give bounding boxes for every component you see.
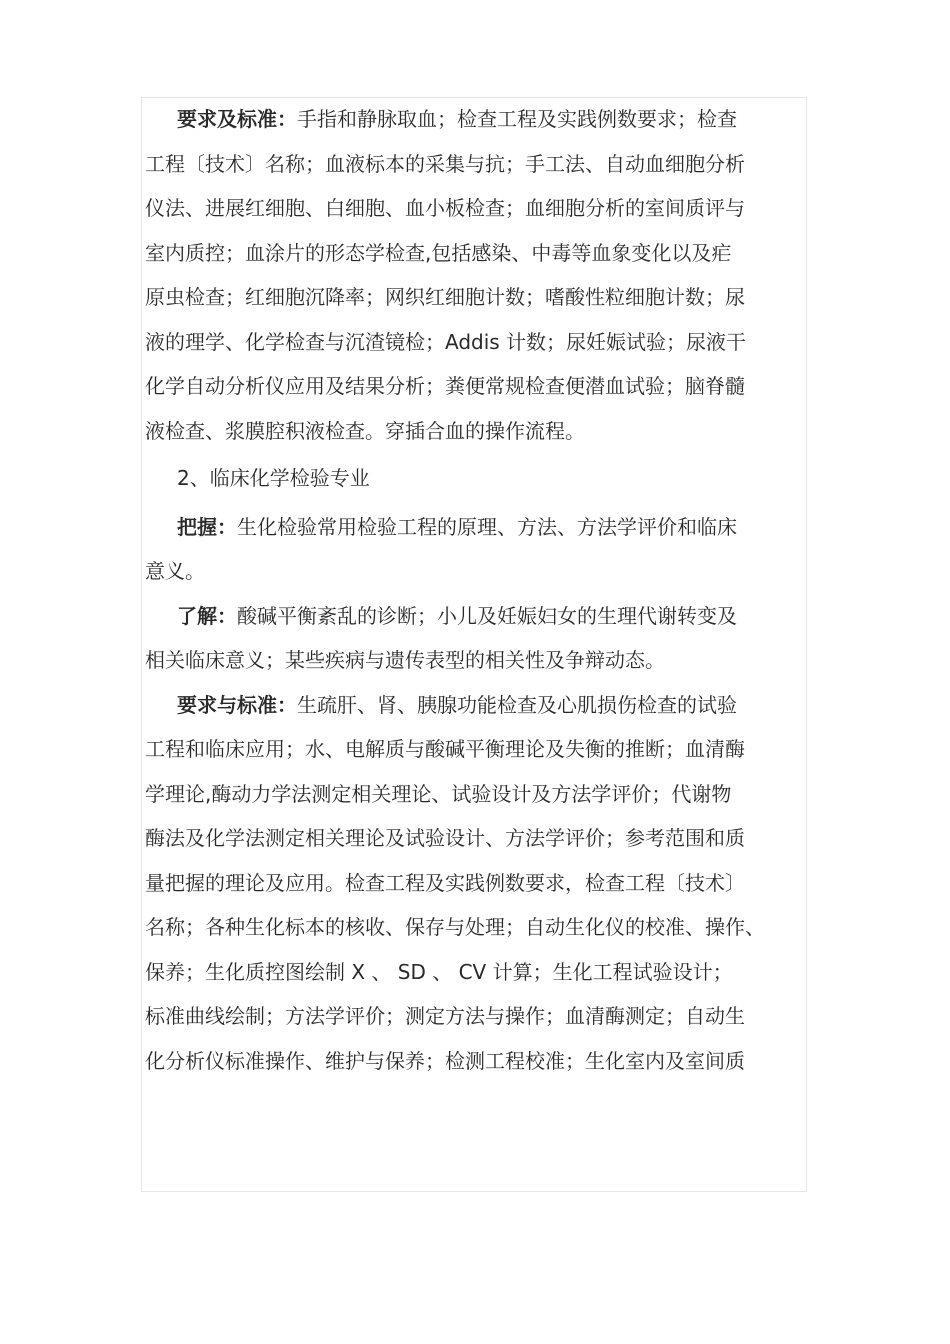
text-line: 保养；生化质控图绘制 X 、 SD 、 CV 计算；生化工程试验设计； xyxy=(145,959,733,984)
text-line: 学理论,酶动力学法测定相关理论、试验设计及方法学评价；代谢物 xyxy=(145,781,732,806)
text-line: 化学自动分析仪应用及结果分析；粪便常规检查便潜血试验；脑脊髓 xyxy=(145,374,745,398)
text-line: 相关临床意义；某些疾病与遗传表型的相关性及争辩动态。 xyxy=(145,648,665,672)
text-line: 液的理学、化学检查与沉渣镜检；Addis 计数；尿妊娠试验；尿液干 xyxy=(145,329,747,354)
text-line: 仪法、进展红细胞、白细胞、血小板检查；血细胞分析的室间质评与 xyxy=(145,196,745,220)
text-line: 要求与标准：生疏肝、肾、胰腺功能检查及心肌损伤检查的试验 xyxy=(177,692,737,717)
paragraph-lead: 把握： xyxy=(177,514,237,539)
document-body xyxy=(145,97,817,1083)
paragraph-chem-requirements xyxy=(145,683,817,1084)
text-line: 原虫检查；红细胞沉降率；网织红细胞计数；嗜酸性粒细胞计数；尿 xyxy=(145,285,745,309)
text-line: 意义。 xyxy=(145,559,205,583)
paragraph-blood-requirements xyxy=(145,97,817,453)
text-line: 名称；各种生化标本的核收、保存与处理；自动生化仪的校准、操作、 xyxy=(145,915,765,939)
text-line: 酶法及化学法测定相关理论及试验设计、方法学评价；参考范围和质 xyxy=(145,826,745,850)
text-line: 液检查、浆膜腔积液检查。穿插合血的操作流程。 xyxy=(145,418,585,443)
paragraph-lead: 要求及标准： xyxy=(177,107,297,131)
heading-text: 2、临床化学检验专业 xyxy=(177,466,370,490)
paragraph-understand xyxy=(145,594,817,683)
text-line: 化分析仪标准操作、维护与保养；检测工程校准；生化室内及室间质 xyxy=(145,1048,745,1073)
section-heading xyxy=(145,456,817,501)
paragraph-lead: 了解： xyxy=(177,603,237,628)
text-line: 工程和临床应用；水、电解质与酸碱平衡理论及失衡的推断；血清酶 xyxy=(145,737,745,761)
text-line: 量把握的理论及应用。检查工程及实践例数要求，检查工程〔技术〕 xyxy=(145,870,745,895)
paragraph-master xyxy=(145,505,817,594)
paragraph-lead: 要求与标准： xyxy=(177,692,297,717)
text-line: 要求及标准：手指和静脉取血；检查工程及实践例数要求；检查 xyxy=(177,107,737,131)
text-line: 了解：酸碱平衡紊乱的诊断；小儿及妊娠妇女的生理代谢转变及 xyxy=(177,603,737,628)
text-line: 室内质控；血涂片的形态学检查,包括感染、中毒等血象变化以及疟 xyxy=(145,240,732,265)
text-line: 工程〔技术〕名称；血液标本的采集与抗；手工法、自动血细胞分析 xyxy=(145,151,745,176)
text-line: 标准曲线绘制；方法学评价；测定方法与操作；血清酶测定；自动生 xyxy=(145,1004,745,1028)
text-line: 把握：生化检验常用检验工程的原理、方法、方法学评价和临床 xyxy=(177,514,737,539)
